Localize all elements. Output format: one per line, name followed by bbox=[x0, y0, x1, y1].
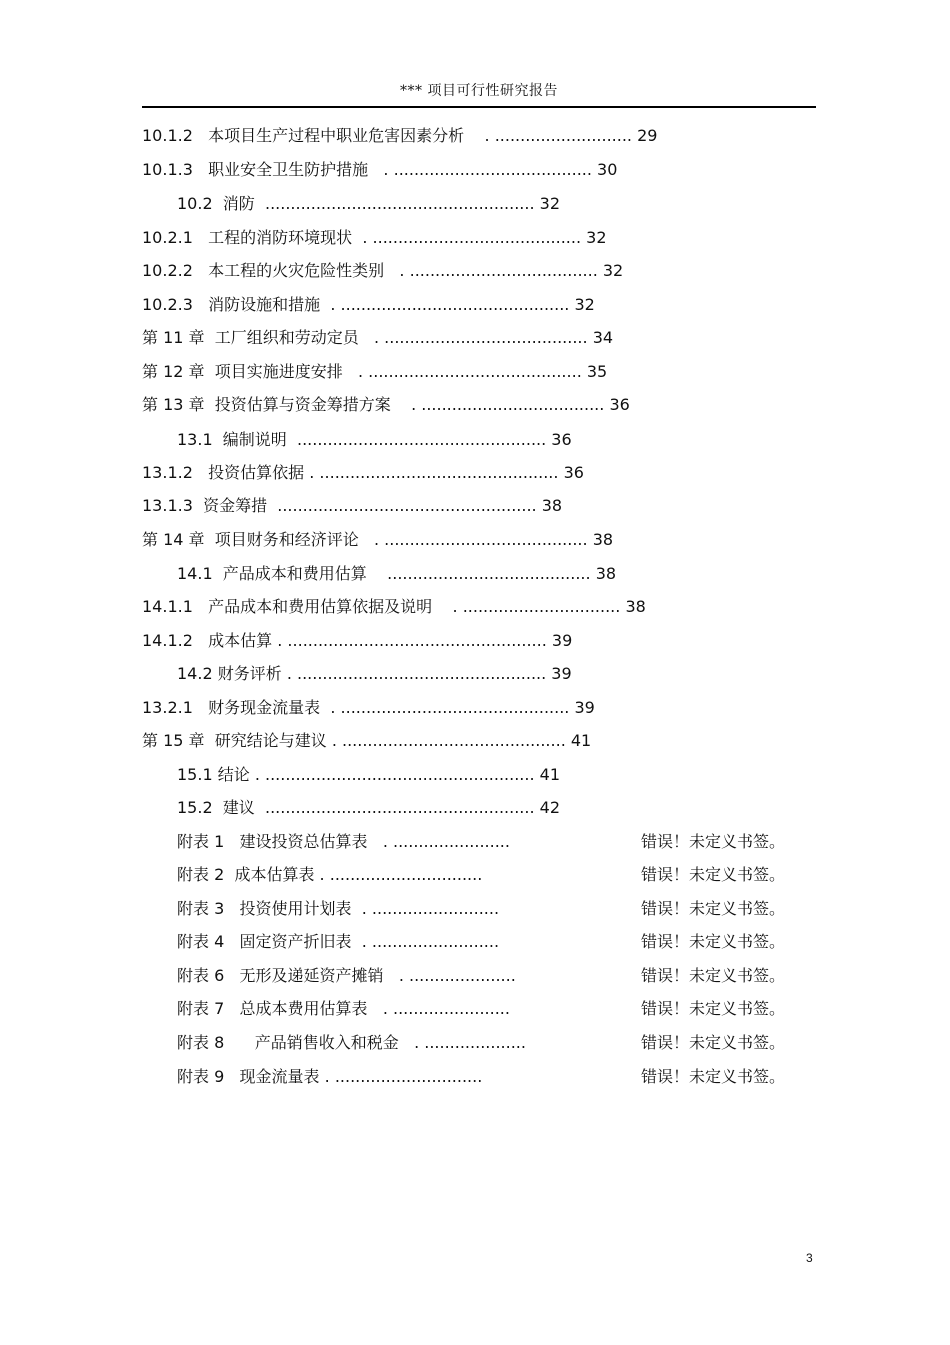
toc-entry[interactable] bbox=[177, 663, 572, 685]
toc-entry-number: 10.2.2 bbox=[142, 261, 193, 280]
appendix-title: 总成本费用估算表 bbox=[239, 999, 368, 1018]
toc-entry[interactable] bbox=[142, 630, 572, 652]
toc-entry-number: 10.2 bbox=[177, 194, 213, 213]
toc-entry-leader: . ............................................. bbox=[320, 295, 570, 314]
appendix-entry[interactable] bbox=[177, 864, 482, 886]
toc-entry-title: 工程的消防环境现状 bbox=[208, 228, 353, 247]
toc-entry-title: 财务现金流量表 bbox=[208, 698, 321, 717]
toc-entry-page: 39 bbox=[574, 698, 595, 717]
toc-entry-title: 本工程的火灾危险性类别 bbox=[208, 261, 385, 280]
toc-entry-page: 38 bbox=[541, 496, 563, 515]
toc-entry-title: 财务评析 bbox=[217, 664, 282, 683]
toc-entry-title: 消防 bbox=[222, 194, 255, 213]
toc-entry[interactable] bbox=[142, 294, 595, 316]
toc-entry[interactable] bbox=[142, 730, 591, 752]
appendix-entry[interactable] bbox=[177, 1032, 526, 1054]
toc-entry-number: 15.2 bbox=[177, 798, 213, 817]
toc-entry[interactable] bbox=[142, 260, 623, 282]
page-header: *** 项目可行性研究报告 bbox=[400, 83, 558, 99]
toc-entry-number: 14.1.2 bbox=[142, 631, 193, 650]
toc-entry-leader: ................................................... bbox=[267, 496, 537, 515]
toc-entry-title: 产品成本和费用估算 bbox=[222, 564, 367, 583]
toc-entry-number: 10.2.1 bbox=[142, 228, 193, 247]
toc-entry[interactable] bbox=[142, 361, 607, 383]
appendix-title: 建设投资总估算表 bbox=[239, 832, 368, 851]
toc-entry-title: 项目实施进度安排 bbox=[214, 362, 343, 381]
toc-entry[interactable] bbox=[142, 327, 613, 349]
toc-entry[interactable] bbox=[142, 697, 595, 719]
toc-entry-title: 建议 bbox=[222, 798, 255, 817]
toc-entry-page: 35 bbox=[586, 362, 608, 381]
appendix-label: 附表 9 bbox=[177, 1067, 225, 1086]
toc-entry-page: 42 bbox=[539, 798, 560, 817]
toc-entry-title: 编制说明 bbox=[222, 430, 287, 449]
toc-entry-leader: . ............................... bbox=[432, 597, 621, 616]
toc-entry-title: 工厂组织和劳动定员 bbox=[214, 328, 359, 347]
appendix-leader: . ....................... bbox=[367, 832, 510, 851]
appendix-leader: . ............................. bbox=[319, 1067, 483, 1086]
toc-entry[interactable] bbox=[142, 495, 562, 517]
toc-entry-page: 32 bbox=[574, 295, 595, 314]
appendix-leader: . ......................... bbox=[351, 899, 500, 918]
appendix-bookmark-error: 错误！未定义书签。 bbox=[641, 966, 786, 985]
toc-entry[interactable] bbox=[142, 227, 607, 249]
page-number: 3 bbox=[806, 1251, 813, 1265]
toc-entry-title: 资金筹措 bbox=[203, 496, 268, 515]
toc-entry-number: 13.1 bbox=[177, 430, 213, 449]
appendix-title: 成本估算表 bbox=[234, 865, 315, 884]
toc-entry-title: 项目财务和经济评论 bbox=[214, 530, 359, 549]
toc-entry[interactable] bbox=[177, 563, 616, 585]
toc-entry-leader: . ............................................ bbox=[326, 731, 566, 750]
toc-entry[interactable] bbox=[142, 596, 646, 618]
toc-entry-page: 41 bbox=[570, 731, 592, 750]
appendix-title: 现金流量表 bbox=[239, 1067, 320, 1086]
toc-entry-page: 41 bbox=[539, 765, 560, 784]
toc-entry-page: 36 bbox=[609, 395, 630, 414]
toc-entry-number: 第 11 章 bbox=[142, 328, 205, 347]
appendix-label: 附表 7 bbox=[177, 999, 225, 1018]
toc-entry-number: 第 13 章 bbox=[142, 395, 205, 414]
appendix-label: 附表 1 bbox=[177, 832, 225, 851]
appendix-title: 产品销售收入和税金 bbox=[254, 1033, 399, 1052]
appendix-label: 附表 6 bbox=[177, 966, 225, 985]
appendix-title: 无形及递延资产摊销 bbox=[239, 966, 384, 985]
toc-entry-leader: . ........................... bbox=[464, 126, 633, 145]
toc-entry-leader: . ................................................... bbox=[272, 631, 547, 650]
toc-entry-title: 职业安全卫生防护措施 bbox=[208, 160, 369, 179]
toc-entry-page: 38 bbox=[625, 597, 646, 616]
appendix-bookmark-error: 错误！未定义书签。 bbox=[641, 999, 786, 1018]
toc-entry-number: 10.1.3 bbox=[142, 160, 193, 179]
toc-entry-page: 38 bbox=[592, 530, 614, 549]
toc-entry-leader: . ....................................... bbox=[368, 160, 592, 179]
appendix-bookmark-error: 错误！未定义书签。 bbox=[641, 865, 786, 884]
appendix-bookmark-error: 错误！未定义书签。 bbox=[641, 932, 786, 951]
toc-entry-leader: . ............................................... bbox=[304, 463, 559, 482]
toc-entry[interactable] bbox=[142, 462, 584, 484]
toc-entry[interactable] bbox=[142, 529, 613, 551]
toc-entry-page: 36 bbox=[551, 430, 572, 449]
toc-entry-title: 产品成本和费用估算依据及说明 bbox=[208, 597, 433, 616]
toc-entry-leader: ..................................................... bbox=[254, 798, 535, 817]
appendix-leader: . ..................... bbox=[383, 966, 516, 985]
appendix-label: 附表 3 bbox=[177, 899, 225, 918]
toc-entry-number: 第 12 章 bbox=[142, 362, 205, 381]
toc-entry-number: 10.1.2 bbox=[142, 126, 193, 145]
appendix-leader: . .............................. bbox=[314, 865, 483, 884]
toc-entry-title: 结论 bbox=[217, 765, 250, 784]
appendix-leader: . ....................... bbox=[367, 999, 510, 1018]
appendix-leader: . ......................... bbox=[351, 932, 500, 951]
toc-entry[interactable] bbox=[177, 764, 560, 786]
appendix-title: 投资使用计划表 bbox=[239, 899, 352, 918]
toc-entry-leader: . ................................................. bbox=[281, 664, 547, 683]
toc-entry-title: 成本估算 bbox=[208, 631, 273, 650]
toc-entry-number: 14.2 bbox=[177, 664, 213, 683]
toc-entry-leader: . ......................................... bbox=[352, 228, 582, 247]
toc-entry-page: 39 bbox=[551, 631, 573, 650]
toc-entry-title: 投资估算依据 bbox=[208, 463, 305, 482]
toc-entry-leader: ................................................. bbox=[286, 430, 547, 449]
toc-entry-number: 13.2.1 bbox=[142, 698, 193, 717]
toc-entry-title: 研究结论与建议 bbox=[214, 731, 327, 750]
appendix-leader: . .................... bbox=[398, 1033, 526, 1052]
appendix-title: 固定资产折旧表 bbox=[239, 932, 352, 951]
toc-entry-leader: . ..................................................... bbox=[249, 765, 535, 784]
toc-entry-leader: ..................................................... bbox=[254, 194, 535, 213]
toc-entry-page: 29 bbox=[637, 126, 658, 145]
appendix-label: 附表 8 bbox=[177, 1033, 225, 1052]
toc-entry-leader: . ..................................... bbox=[384, 261, 598, 280]
toc-entry-number: 15.1 bbox=[177, 765, 213, 784]
toc-entry-number: 10.2.3 bbox=[142, 295, 193, 314]
toc-entry-leader: . .......................................... bbox=[342, 362, 582, 381]
toc-entry-title: 投资估算与资金筹措方案 bbox=[214, 395, 391, 414]
toc-entry-page: 34 bbox=[592, 328, 614, 347]
toc-entry[interactable] bbox=[177, 797, 560, 819]
toc-entry-leader: . ........................................ bbox=[358, 530, 588, 549]
appendix-label: 附表 2 bbox=[177, 865, 225, 884]
appendix-label: 附表 4 bbox=[177, 932, 225, 951]
toc-entry-page: 38 bbox=[595, 564, 617, 583]
appendix-entry[interactable] bbox=[177, 998, 510, 1020]
toc-entry-page: 30 bbox=[597, 160, 618, 179]
toc-entry[interactable] bbox=[177, 429, 572, 451]
toc-entry-page: 32 bbox=[602, 261, 624, 280]
toc-entry-number: 14.1.1 bbox=[142, 597, 193, 616]
appendix-entry[interactable] bbox=[177, 965, 516, 987]
toc-entry-leader: . .................................... bbox=[390, 395, 605, 414]
appendix-bookmark-error: 错误！未定义书签。 bbox=[641, 1067, 786, 1086]
toc-entry-number: 第 15 章 bbox=[142, 731, 205, 750]
toc-entry-number: 第 14 章 bbox=[142, 530, 205, 549]
toc-entry-leader: ........................................ bbox=[366, 564, 591, 583]
toc-entry-number: 14.1 bbox=[177, 564, 213, 583]
toc-entry-number: 13.1.2 bbox=[142, 463, 193, 482]
appendix-entry[interactable] bbox=[177, 1066, 482, 1088]
appendix-entry[interactable] bbox=[177, 898, 499, 920]
appendix-entry[interactable] bbox=[177, 931, 499, 953]
toc-entry-page: 32 bbox=[539, 194, 560, 213]
toc-entry-title: 本项目生产过程中职业危害因素分析 bbox=[208, 126, 465, 145]
toc-entry-page: 32 bbox=[586, 228, 607, 247]
toc-entry-page: 36 bbox=[563, 463, 584, 482]
toc-entry[interactable] bbox=[177, 193, 560, 215]
appendix-bookmark-error: 错误！未定义书签。 bbox=[641, 899, 786, 918]
toc-entry-title: 消防设施和措施 bbox=[208, 295, 321, 314]
toc-entry-page: 39 bbox=[551, 664, 572, 683]
toc-entry-leader: . ........................................ bbox=[358, 328, 588, 347]
toc-entry[interactable] bbox=[142, 125, 657, 147]
appendix-bookmark-error: 错误！未定义书签。 bbox=[641, 1033, 786, 1052]
toc-entry-leader: . ............................................. bbox=[320, 698, 570, 717]
toc-entry[interactable] bbox=[142, 159, 617, 181]
appendix-bookmark-error: 错误！未定义书签。 bbox=[641, 832, 786, 851]
toc-entry[interactable] bbox=[142, 394, 630, 416]
appendix-entry[interactable] bbox=[177, 831, 510, 853]
toc-entry-number: 13.1.3 bbox=[142, 496, 193, 515]
